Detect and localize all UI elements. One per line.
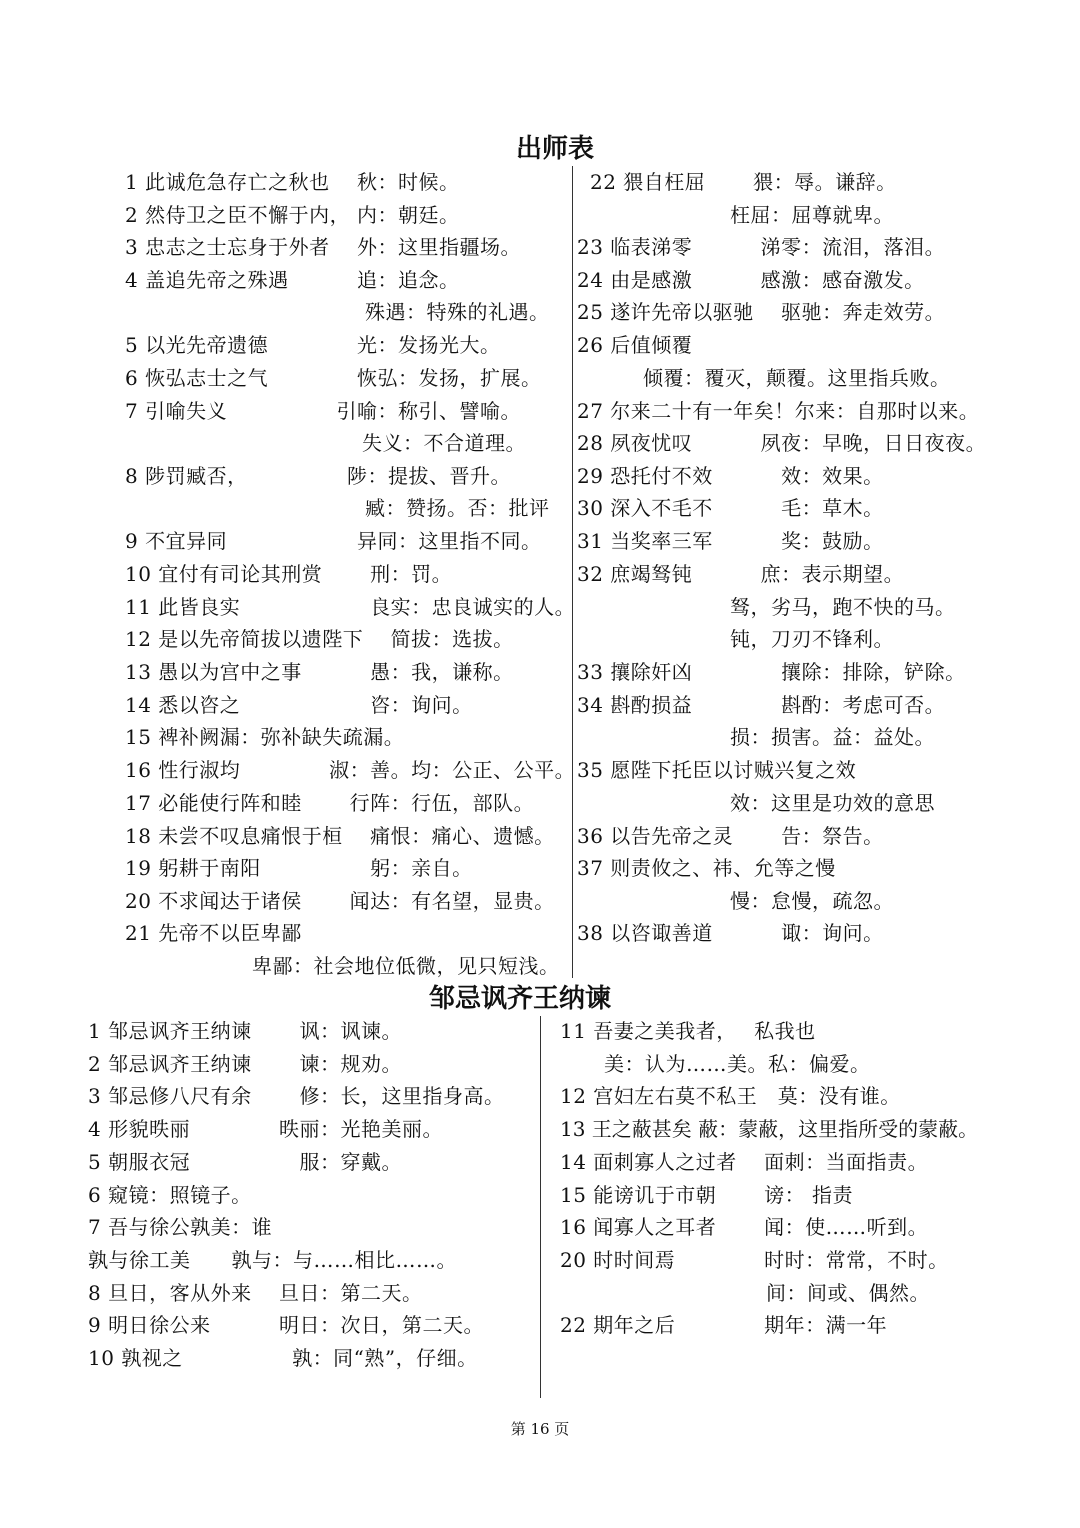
column-divider: [572, 166, 573, 978]
list-item: 8 陟罚臧否， 陟：提拔、晋升。: [125, 464, 511, 488]
list-item: 22 期年之后 期年：满一年: [560, 1313, 888, 1337]
list-item: 4 盖追先帝之殊遇 追：追念。: [125, 268, 460, 292]
page-number: 第 16 页: [510, 1420, 570, 1438]
list-item: 20 时时间焉 时时：常常，不时。: [560, 1248, 949, 1272]
list-item: 7 吾与徐公孰美：谁: [88, 1215, 273, 1239]
list-item: 27 尔来二十有一年矣！尔来：自那时以来。: [577, 399, 980, 423]
list-item: 31 当奖率三军 奖：鼓励。: [577, 529, 884, 553]
list-item: 30 深入不毛不 毛：草木。: [577, 496, 884, 520]
list-item: 14 面刺寡人之过者 面刺：当面指责。: [560, 1150, 929, 1174]
list-item: 14 悉以咨之 咨：询问。: [125, 693, 473, 717]
list-item: 驽，劣马，跑不快的马。: [730, 595, 956, 619]
list-item: 19 躬耕于南阳 躬：亲自。: [125, 856, 473, 880]
list-item: 11 此皆良实 良实：忠良诚实的人。: [125, 595, 576, 619]
section-title-zouji: 邹忌讽齐王纳谏: [428, 984, 611, 1014]
list-item: 29 恐托付不效 效：效果。: [577, 464, 884, 488]
list-item: 32 庶竭驽钝 庶：表示期望。: [577, 562, 905, 586]
list-item: 15 裨补阙漏：弥补缺失疏漏。: [125, 725, 405, 749]
list-item: 23 临表涕零 涕零：流泪，落泪。: [577, 235, 946, 259]
list-item: 6 窥镜：照镜子。: [88, 1183, 252, 1207]
list-item: 殊遇：特殊的礼遇。: [365, 300, 550, 324]
list-item: 36 以告先帝之灵 告：祭告。: [577, 824, 884, 848]
list-item: 6 恢弘志士之气 恢弘：发扬，扩展。: [125, 366, 542, 390]
list-item: 37 则责攸之、祎、允等之慢: [577, 856, 836, 880]
list-item: 16 性行淑均 淑：善。均：公正、公平。: [125, 758, 576, 782]
list-item: 16 闻寡人之耳者 闻：使……听到。: [560, 1215, 929, 1239]
list-item: 21 先帝不以臣卑鄙: [125, 921, 302, 945]
list-item: 22 猥自枉屈 猥：辱。谦辞。: [590, 170, 897, 194]
list-item: 9 不宜异同 异同：这里指不同。: [125, 529, 542, 553]
list-item: 美：认为……美。私：偏爱。: [604, 1052, 871, 1076]
list-item: 26 后值倾覆: [577, 333, 693, 357]
list-item: 12 是以先帝简拔以遗陛下 简拔：选拔。: [125, 627, 514, 651]
list-item: 钝，刀刃不锋利。: [730, 627, 894, 651]
list-item: 失义：不合道理。: [362, 431, 526, 455]
section-title-chushibiao: 出师表: [515, 134, 594, 164]
list-item: 倾覆：覆灭，颠覆。这里指兵败。: [643, 366, 951, 390]
list-item: 35 愿陛下托臣以讨贼兴复之效: [577, 758, 857, 782]
list-item: 2 邹忌讽齐王纳谏 谏：规劝。: [88, 1052, 402, 1076]
list-item: 10 宜付有司论其刑赏 刑：罚。: [125, 562, 453, 586]
list-item: 臧：赞扬。否：批评: [365, 496, 550, 520]
list-item: 18 未尝不叹息痛恨于桓 痛恨：痛心、遗憾。: [125, 824, 555, 848]
list-item: 38 以咨诹善道 诹：询问。: [577, 921, 884, 945]
list-item: 25 遂许先帝以驱驰 驱驰：奔走效劳。: [577, 300, 946, 324]
list-item: 卑鄙：社会地位低微，见只短浅。: [252, 954, 560, 978]
list-item: 4 形貌昳丽 昳丽：光艳美丽。: [88, 1117, 443, 1141]
list-item: 慢：怠慢，疏忽。: [730, 889, 894, 913]
list-item: 28 夙夜忧叹 夙夜：早晚，日日夜夜。: [577, 431, 987, 455]
list-item: 13 愚以为宫中之事 愚：我，谦称。: [125, 660, 514, 684]
list-item: 2 然侍卫之臣不懈于内， 内：朝廷。: [125, 203, 460, 227]
list-item: 8 旦日，客从外来 旦日：第二天。: [88, 1281, 423, 1305]
list-item: 11 吾妻之美我者， 私我也: [560, 1019, 816, 1043]
list-item: 孰与徐工美 孰与：与……相比……。: [88, 1248, 457, 1272]
list-item: 效：这里是功效的意思: [730, 791, 935, 815]
list-item: 5 朝服衣冠 服：穿戴。: [88, 1150, 402, 1174]
list-item: 9 明日徐公来 明日：次日，第二天。: [88, 1313, 484, 1337]
list-item: 10 孰视之 孰：同“熟”，仔细。: [88, 1346, 478, 1370]
column-divider: [540, 1016, 541, 1398]
list-item: 13 王之蔽甚矣 蔽：蒙蔽，这里指所受的蒙蔽。: [560, 1117, 979, 1141]
list-item: 1 邹忌讽齐王纳谏 讽：讽谏。: [88, 1019, 402, 1043]
list-item: 枉屈：屈尊就卑。: [730, 203, 894, 227]
list-item: 20 不求闻达于诸侯 闻达：有名望，显贵。: [125, 889, 555, 913]
list-item: 3 邹忌修八尺有余 修：长，这里指身高。: [88, 1084, 505, 1108]
list-item: 7 引喻失义 引喻：称引、譬喻。: [125, 399, 521, 423]
list-item: 5 以光先帝遗德 光：发扬光大。: [125, 333, 501, 357]
list-item: 损：损害。益：益处。: [730, 725, 935, 749]
list-item: 24 由是感激 感激：感奋激发。: [577, 268, 925, 292]
list-item: 3 忠志之士忘身于外者 外：这里指疆场。: [125, 235, 521, 259]
list-item: 12 宫妇左右莫不私王 莫：没有谁。: [560, 1084, 901, 1108]
list-item: 17 必能使行阵和睦 行阵：行伍，部队。: [125, 791, 535, 815]
list-item: 15 能谤讥于市朝 谤： 指责: [560, 1183, 854, 1207]
list-item: 间：间或、偶然。: [766, 1281, 930, 1305]
list-item: 34 斟酌损益 斟酌：考虑可否。: [577, 693, 946, 717]
list-item: 1 此诚危急存亡之秋也 秋：时候。: [125, 170, 460, 194]
list-item: 33 攘除奸凶 攘除：排除，铲除。: [577, 660, 966, 684]
